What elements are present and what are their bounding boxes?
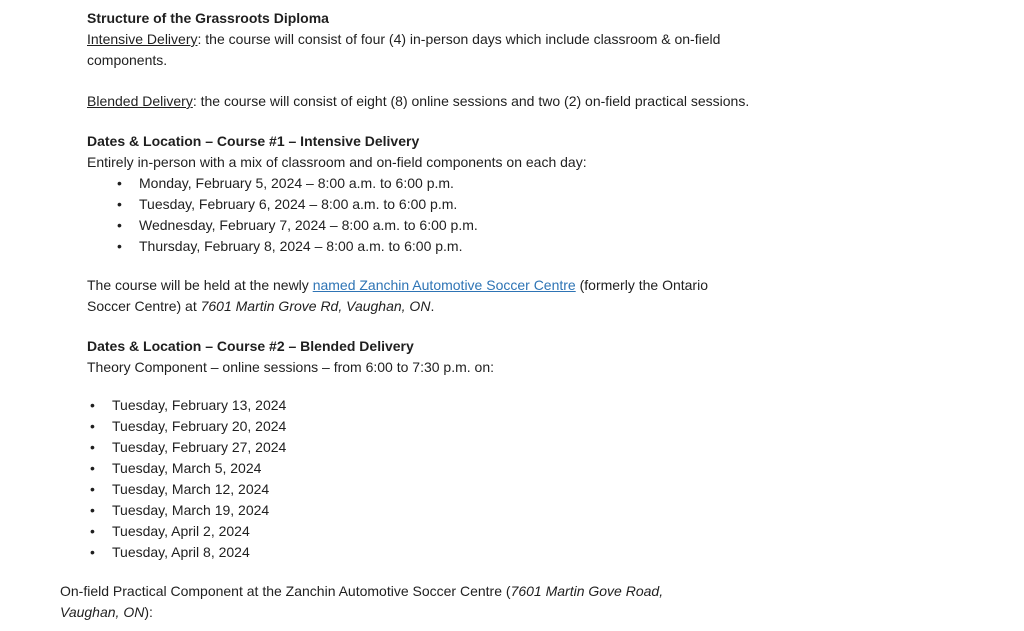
onfield-text-pre: On-field Practical Component at the Zanchin Automotive Soccer Centre ( [60, 583, 511, 599]
bullet-icon: • [90, 481, 95, 497]
blended-delivery-text: : the course will consist of eight (8) online sessions and two (2) on-field practical sessions. [192, 93, 750, 109]
blended-delivery-line [87, 91, 749, 112]
list-item [90, 458, 286, 479]
list-item [90, 500, 286, 521]
section-course2 [87, 336, 494, 378]
blended-delivery-term: Blended Delivery [87, 93, 193, 109]
section-blended [87, 91, 749, 112]
course2-date-1: Tuesday, February 13, 2024 [112, 397, 287, 413]
course1-date-4: Thursday, February 8, 2024 – 8:00 a.m. to 6:00 p.m. [139, 238, 463, 254]
course2-date-5: Tuesday, March 12, 2024 [112, 481, 270, 497]
course2-date-4: Tuesday, March 5, 2024 [112, 460, 262, 476]
onfield-line-2 [60, 602, 663, 623]
course2-date-6: Tuesday, March 19, 2024 [112, 502, 270, 518]
bullet-icon: • [90, 418, 95, 434]
venue-line-1 [87, 275, 708, 296]
list-item [117, 215, 478, 236]
venue-address: 7601 Martin Grove Rd, Vaughan, ON [200, 298, 431, 314]
course1-date-3: Wednesday, February 7, 2024 – 8:00 a.m. to 6:00 p.m. [139, 217, 478, 233]
course2-date-2: Tuesday, February 20, 2024 [112, 418, 287, 434]
course2-date-7: Tuesday, April 2, 2024 [112, 523, 250, 539]
section-onfield [60, 581, 663, 623]
zanchin-centre-link[interactable]: named Zanchin Automotive Soccer Centre [312, 277, 576, 293]
intensive-delivery-wrap: components. [87, 52, 168, 68]
section-course1 [87, 131, 587, 173]
course1-date-2: Tuesday, February 6, 2024 – 8:00 a.m. to 6:00 p.m. [139, 196, 458, 212]
list-item [90, 542, 286, 563]
course2-heading: Dates & Location – Course #2 – Blended Delivery [87, 338, 414, 354]
section-venue [87, 275, 708, 317]
course2-intro: Theory Component – online sessions – from 6:00 to 7:30 p.m. on: [87, 359, 495, 375]
venue-line-2 [87, 296, 708, 317]
venue-text-post: (formerly the Ontario [575, 277, 708, 293]
list-item [90, 416, 286, 437]
list-item [117, 173, 478, 194]
bullet-icon: • [90, 544, 95, 560]
onfield-line-1 [60, 581, 663, 602]
list-item [90, 479, 286, 500]
course1-date-1: Monday, February 5, 2024 – 8:00 a.m. to 6:00 p.m. [139, 175, 454, 191]
bullet-icon: • [90, 523, 95, 539]
onfield-address-2: Vaughan, ON [60, 604, 145, 620]
course1-heading: Dates & Location – Course #1 – Intensive Delivery [87, 133, 420, 149]
bullet-icon: • [117, 238, 122, 254]
onfield-text-end: ): [144, 604, 153, 620]
structure-heading: Structure of the Grassroots Diploma [87, 10, 329, 26]
course2-date-3: Tuesday, February 27, 2024 [112, 439, 287, 455]
intensive-delivery-term: Intensive Delivery [87, 31, 198, 47]
bullet-icon: • [90, 397, 95, 413]
venue-text-pre: The course will be held at the newly [87, 277, 313, 293]
section-structure [87, 8, 720, 71]
bullet-icon: • [90, 439, 95, 455]
list-item [117, 236, 478, 257]
intensive-delivery-line [87, 29, 720, 50]
bullet-icon: • [117, 175, 122, 191]
intensive-delivery-text: : the course will consist of four (4) in-person days which include classroom & on-field [197, 31, 721, 47]
bullet-icon: • [90, 502, 95, 518]
course1-intro: Entirely in-person with a mix of classroom and on-field components on each day: [87, 154, 587, 170]
onfield-address-1: 7601 Martin Gove Road, [510, 583, 664, 599]
list-item [90, 395, 286, 416]
bullet-icon: • [90, 460, 95, 476]
list-item [90, 437, 286, 458]
bullet-icon: • [117, 217, 122, 233]
venue-text-pre2: Soccer Centre) at [87, 298, 201, 314]
bullet-icon: • [117, 196, 122, 212]
list-item [117, 194, 478, 215]
course2-date-list [90, 395, 286, 563]
course1-date-list [117, 173, 478, 257]
course2-date-8: Tuesday, April 8, 2024 [112, 544, 250, 560]
venue-text-end: . [430, 298, 435, 314]
list-item [90, 521, 286, 542]
